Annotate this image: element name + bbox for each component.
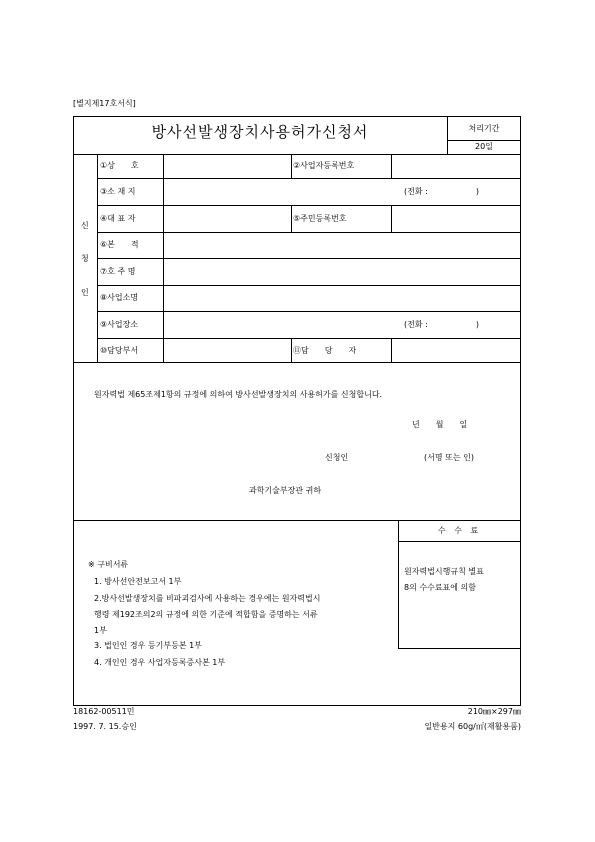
- footer-size: 210㎜×297㎜: [467, 707, 521, 716]
- side-label-1: 신: [81, 221, 89, 230]
- field-label-location: ③소 재 지: [100, 187, 136, 196]
- signature-line: (서명 또는 인): [424, 453, 474, 462]
- application-statement: 원자력법 제65조제1항의 규정에 의하여 방사선발생장치의 사용허가를 신청합니다.: [94, 390, 383, 399]
- field-label-office-name: ⑧사업소명: [100, 293, 139, 302]
- mid-divider-r10a: [291, 338, 292, 362]
- fee-header-line: [398, 541, 521, 542]
- fee-text-2: 8의 수수료표에 의함: [404, 583, 476, 592]
- field-label-trade-name: ①상 호: [100, 161, 139, 170]
- footer-approval: 1997. 7. 15.승인: [73, 722, 137, 731]
- fee-header: 수 수 료: [437, 526, 482, 535]
- date-line: 년 월 일: [412, 420, 468, 429]
- field-label-person-in-charge: ⑪담 당 자: [293, 346, 357, 355]
- field-label-householder: ⑦호 주 명: [100, 267, 136, 276]
- field-label-domicile: ⑥본 적: [100, 240, 139, 249]
- mid-divider-r4a: [291, 205, 292, 232]
- field-label-department: ⑩담당부서: [100, 346, 139, 355]
- field-label-representative: ④대 표 자: [100, 214, 136, 223]
- processing-label: 처리기간: [468, 124, 500, 133]
- docs-item-2-line-1: 2.방사선발생장치를 비파괴검사에 사용하는 경우에는 원자력법시: [94, 594, 321, 603]
- docs-item-3: 3. 법인인 경우 등기부등본 1부: [94, 641, 202, 650]
- footer-paper: 일반용지 60g/㎡(재활용품): [424, 722, 521, 731]
- fee-divider: [398, 520, 399, 648]
- location-phone: (전화 : ): [404, 187, 479, 196]
- workplace-phone: (전화 : ): [404, 320, 479, 329]
- form-number: [별지제17호서식]: [73, 99, 136, 108]
- form-title: 방사선발생장치사용허가신청서: [151, 123, 369, 141]
- person-in-charge-field[interactable]: [392, 339, 520, 361]
- docs-item-1: 1. 방사선안전보고서 1부: [94, 577, 182, 586]
- business-reg-no-field[interactable]: [392, 155, 520, 177]
- recipient: 과학기술부장관 귀하: [249, 486, 322, 495]
- side-label-2: 청: [81, 254, 89, 263]
- representative-field[interactable]: [164, 206, 290, 231]
- processing-divider: [447, 140, 521, 141]
- mid-divider-r1a: [291, 154, 292, 178]
- department-field[interactable]: [164, 339, 290, 361]
- docs-header: ※ 구비서류: [88, 560, 129, 569]
- docs-item-2-line-2: 행령 제192조의2의 규정에 의한 기준에 적합함을 증명하는 서류: [94, 610, 318, 619]
- fee-bottom-line: [398, 648, 521, 649]
- field-label-resident-no: ⑤주민등록번호: [293, 214, 347, 223]
- fee-text-1: 원자력법시행규칙 별표: [404, 567, 484, 576]
- trade-name-field[interactable]: [164, 155, 290, 177]
- field-label-workplace: ⑨사업장소: [100, 320, 139, 329]
- docs-item-4: 4. 개인인 경우 사업자등록증사본 1부: [94, 658, 226, 667]
- section-line: [73, 362, 521, 363]
- householder-field[interactable]: [164, 259, 520, 284]
- docs-item-2-line-3: 1부: [94, 626, 107, 635]
- applicant-line: 신청인: [325, 453, 349, 462]
- docs-top-line: [73, 520, 521, 521]
- footer-code: 18162-00511민: [73, 707, 135, 716]
- domicile-field[interactable]: [164, 233, 520, 257]
- resident-no-field[interactable]: [392, 206, 520, 231]
- side-label-3: 인: [81, 288, 89, 297]
- office-name-field[interactable]: [164, 286, 520, 310]
- processing-period: 20일: [475, 142, 493, 151]
- field-label-business-reg-no: ②사업자등록번호: [293, 161, 355, 170]
